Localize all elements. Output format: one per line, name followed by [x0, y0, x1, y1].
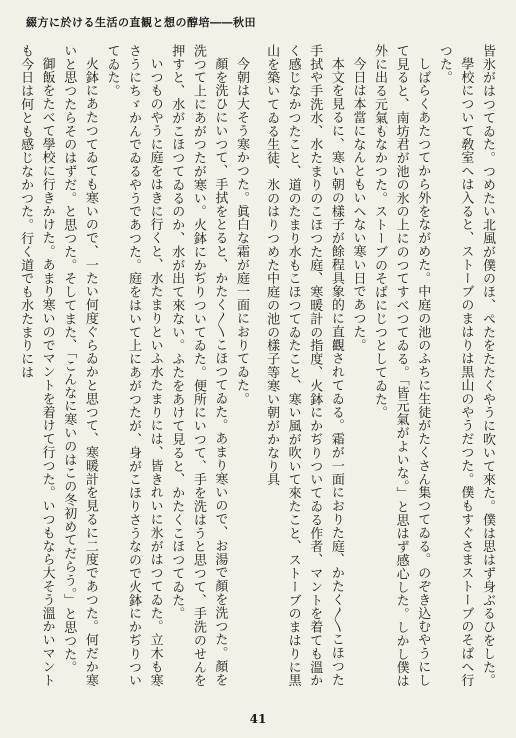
- paragraph: 今朝は大そう寒かつた。眞白な霜が庭一面におりてゐた。: [234, 57, 249, 406]
- paragraph: しばらくあたつてから外をながめた。中庭の池のふちに生徒がたくさん集つてゐる。のぞき込むやうにして見ると、南坊君が池の氷の上にのつてすべつてゐる。「皆元氣がよいな。」と思はず感心した。しかし僕は外に出る元氣もなかつた。ストーブのそばにじつとしてゐた。: [372, 44, 431, 688]
- page-number: 41: [249, 712, 267, 726]
- paragraph: 御飯をたべて學校に行きかけた。あまり寒いのでマントを着けて行つた。いつもなら大そう溫かいマントも今日は何とも感じなかつた。行く道でも水たまりには: [18, 44, 55, 687]
- paragraph: いつものやうに庭をはきに行くと、水たまりといふ水たまりには、皆きれいに氷がはつてゐた。立木も寒さうにちゞかんでゐるやうであつた。庭をはいて上にあがつたが、身がこほりさうなので火鉢にかぢりついてゐた。: [104, 44, 163, 688]
- paragraph: 學校について敎室へは入ると、ストーブのまはりは黒山のやうだつた。僕もすぐさまストーブのそばへ行つた。: [436, 44, 474, 687]
- text-column-right: [266, 44, 498, 694]
- paragraph: 本文を見るに、寒い朝の樣子が餘程具象的に直觀されてゐる。霜が一面におりた庭、かたく〳〵こほつた手拭や手洗水、水たまりのこほつた庭、寒暖計の指度、火鉢にかぢりついてゐる作者、マントを着ても溫かく感じなかつたこと、道のたまり水もこほつてゐたこと、寒い風が吹いて來たこと、ストーブのまはりに黒山を築いてゐる生徒、氷のはりつめた中庭の池の樣子等寒い朝がかなり具: [264, 44, 344, 688]
- text-column-left: [20, 44, 252, 694]
- paragraph: 皆氷がはつてゐた。つめたい北風が僕のほ、ぺたをたたくやうに吹いて來た。僕は思はず身ぶるひをした。: [480, 44, 495, 688]
- paragraph: 今日は本當になんともいへない寒い日であつた。: [350, 57, 366, 352]
- running-header: 綴方に於ける生活の直観と想の醇培――秋田: [26, 16, 256, 29]
- paragraph: 火鉢にあたつてゐても寒いので、一たい何度ぐらゐかと思つて、寒暖計を見るに二度であつた。何だか寒いと思つたらそのはずだ。と思つた。そしてまた、「こんなに寒いのはこの冬初めてだらう。」と思つた。: [61, 44, 98, 687]
- paragraph: 顏を洗ひにいつて、手拭をとると、かたく〳〵こほつてゐた。あまり寒いので、お湯で顏を洗つた。顏を洗つて上にあがつたが寒い。火鉢にかぢりついてゐた。便所にいつて、手を洗はうと思つて、手洗のせんを押すと、水がこほつてゐるのか、水が出て來ない。ふたをあけて見ると、かたくこほつてゐた。: [169, 44, 228, 688]
